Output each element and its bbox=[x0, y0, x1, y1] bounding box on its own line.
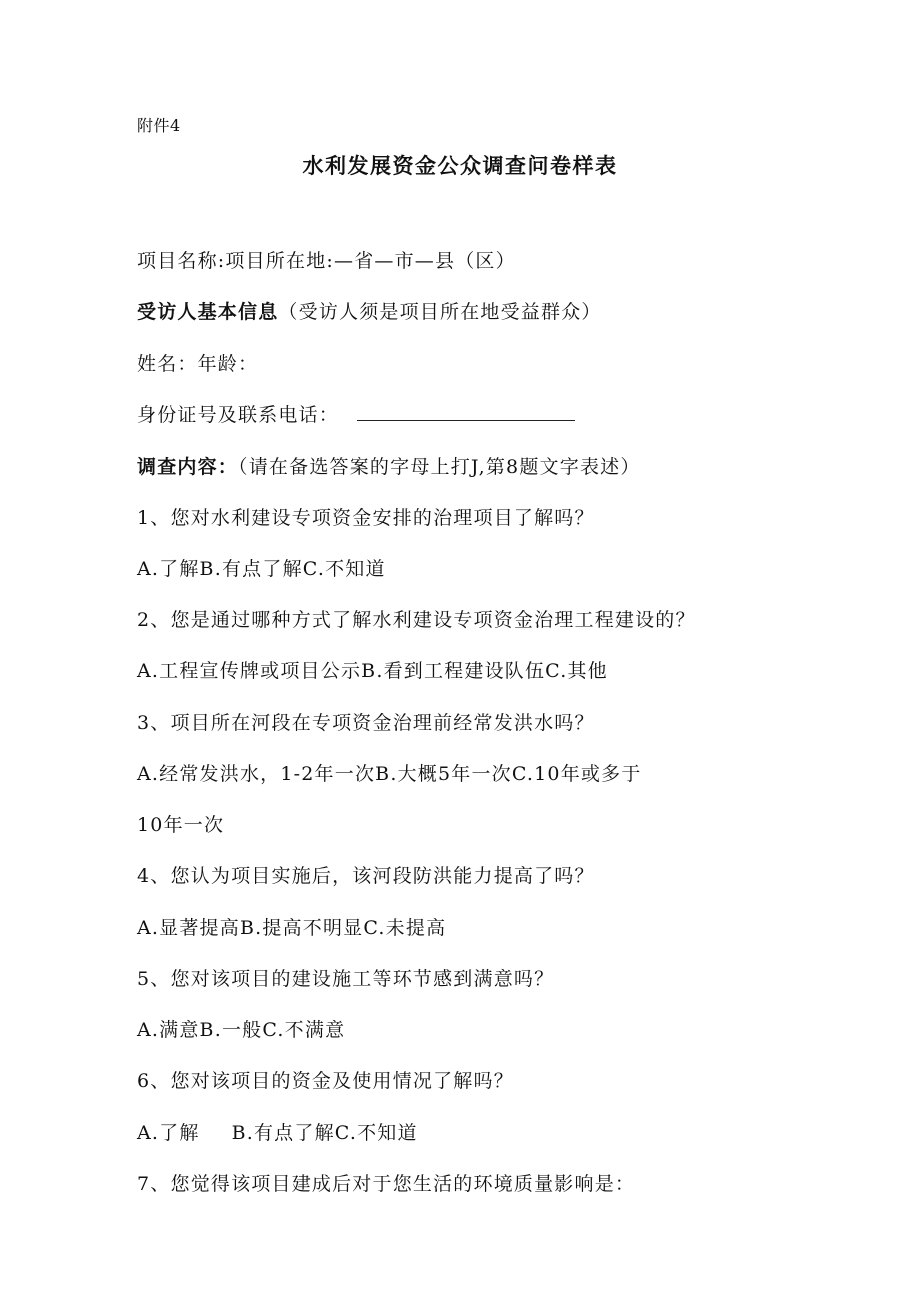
attachment-label: 附件4 bbox=[137, 116, 181, 135]
name-age-line: 姓名：年龄： bbox=[137, 353, 259, 375]
respondent-heading: 受访人基本信息 bbox=[137, 301, 279, 323]
question-2: 2、您是通过哪种方式了解水利建设专项资金治理工程建设的？ bbox=[137, 609, 696, 631]
answer-6 bbox=[137, 1120, 418, 1146]
question-4: 4、您认为项目实施后，该河段防洪能力提高了吗？ bbox=[137, 865, 595, 887]
id-phone-label: 身份证号及联系电话： bbox=[137, 404, 340, 426]
document-title: 水利发展资金公众调查问卷样表 bbox=[302, 153, 618, 178]
project-line: 项目名称:项目所在地:—省—市—县（区） bbox=[137, 250, 516, 272]
id-phone-blank bbox=[357, 402, 575, 421]
answer-6-part1: A.了解 bbox=[137, 1122, 200, 1144]
answer-2: A.工程宣传牌或项目公示B.看到工程建设队伍C.其他 bbox=[137, 660, 608, 682]
survey-instruction: （请在备选答案的字母上打J,第8题文字表述） bbox=[238, 456, 641, 478]
answer-5: A.满意B.一般C.不满意 bbox=[137, 1019, 346, 1041]
question-7: 7、您觉得该项目建成后对于您生活的环境质量影响是： bbox=[137, 1173, 636, 1195]
id-phone-line bbox=[137, 402, 575, 428]
question-6: 6、您对该项目的资金及使用情况了解吗？ bbox=[137, 1070, 514, 1092]
question-1: 1、您对水利建设专项资金安排的治理项目了解吗？ bbox=[137, 507, 595, 529]
survey-heading: 调查内容： bbox=[137, 456, 239, 478]
question-3: 3、项目所在河段在专项资金治理前经常发洪水吗？ bbox=[137, 712, 595, 734]
respondent-note: （受访人须是项目所在地受益群众） bbox=[278, 301, 602, 323]
respondent-info-line bbox=[137, 299, 602, 325]
answer-6-part2: B.有点了解C.不知道 bbox=[231, 1122, 418, 1144]
answer-1: A.了解B.有点了解C.不知道 bbox=[137, 558, 386, 580]
answer-3-continued: 10年一次 bbox=[137, 814, 225, 836]
answer-3: A.经常发洪水，1-2年一次B.大概5年一次C.10年或多于 bbox=[137, 763, 642, 785]
answer-4: A.显著提高B.提高不明显C.未提高 bbox=[137, 917, 447, 939]
question-5: 5、您对该项目的建设施工等环节感到满意吗？ bbox=[137, 968, 555, 990]
survey-line bbox=[137, 454, 641, 480]
